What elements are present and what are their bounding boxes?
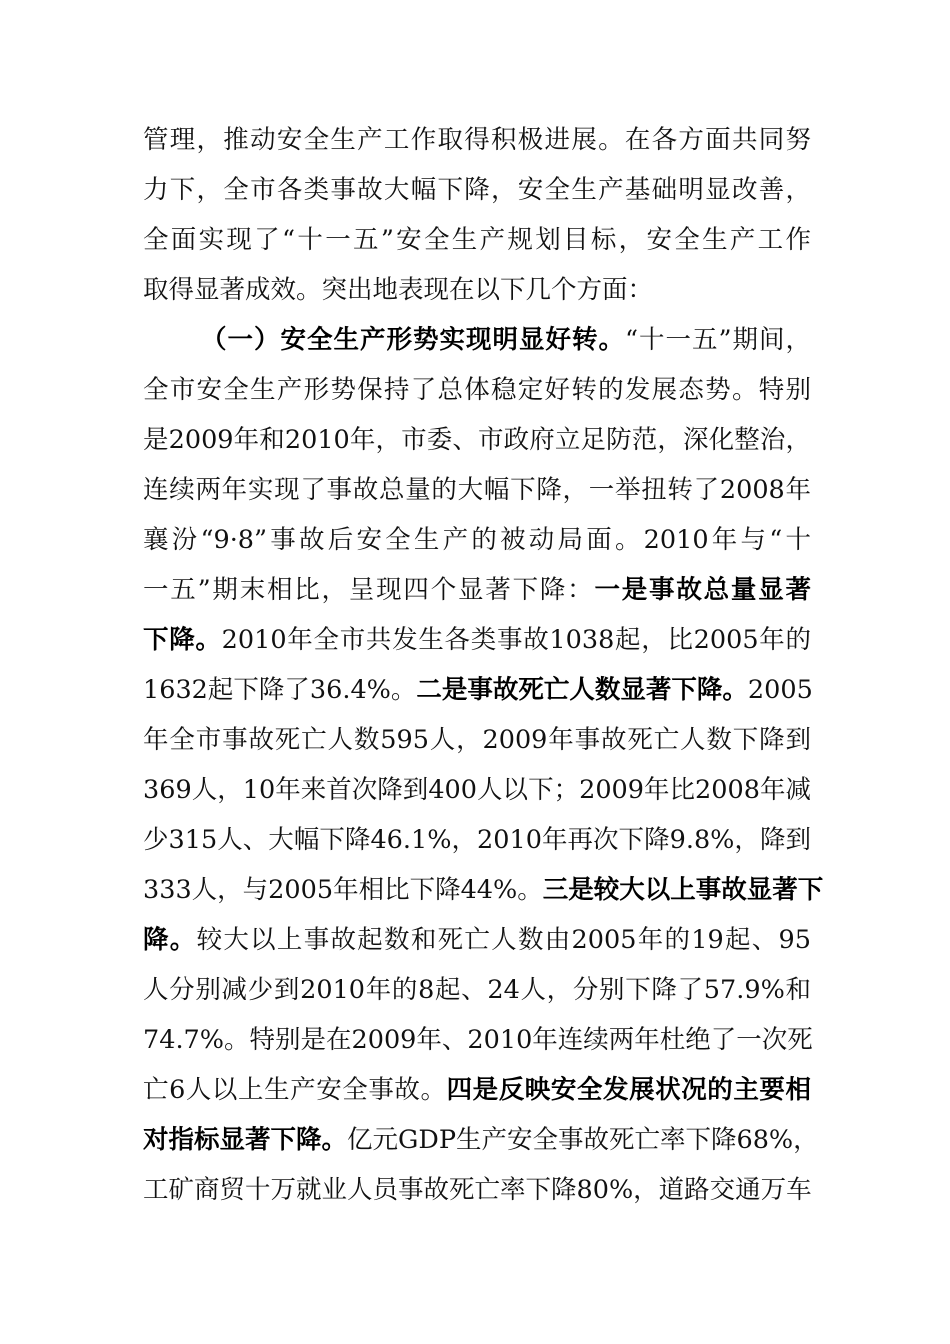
bold-phrase: 降。 bbox=[143, 925, 197, 955]
paragraph-line: 取得显著成效。突出地表现在以下几个方面： bbox=[143, 275, 654, 305]
paragraph-line bbox=[143, 570, 811, 610]
paragraph-line: 人分别减少到2010年的8起、24人，分别下降了57.9%和 bbox=[143, 975, 811, 1005]
paragraph-line: 全面实现了“十一五”安全生产规划目标，安全生产工作 bbox=[143, 225, 811, 255]
text-run: 亡6人以上生产安全事故。 bbox=[143, 1075, 447, 1105]
paragraph-line: 管理，推动安全生产工作取得积极进展。在各方面共同努 bbox=[143, 125, 811, 155]
bold-phrase: 二是事故死亡人数显著下降。 bbox=[416, 675, 748, 705]
section-heading: （一）安全生产形势实现明显好转。 bbox=[201, 325, 625, 355]
paragraph-line bbox=[143, 1070, 811, 1110]
paragraph-line: 是2009年和2010年，市委、市政府立足防范，深化整治， bbox=[143, 425, 811, 455]
text-run: 亿元GDP生产安全事故死亡率下降68%， bbox=[347, 1125, 819, 1155]
paragraph-line: 连续两年实现了事故总量的大幅下降，一举扭转了2008年 bbox=[143, 475, 811, 505]
text-run: 较大以上事故起数和死亡人数由2005年的19起、95 bbox=[196, 925, 811, 955]
paragraph-line bbox=[143, 670, 811, 710]
paragraph-line: 工矿商贸十万就业人员事故死亡率下降80%，道路交通万车 bbox=[143, 1175, 812, 1205]
text-run: 2010年全市共发生各类事故1038起，比2005年的 bbox=[221, 625, 811, 655]
bold-phrase: 对指标显著下降。 bbox=[143, 1125, 348, 1155]
paragraph-line: 襄汾“9·8”事故后安全生产的被动局面。2010年与“十 bbox=[143, 525, 811, 555]
text-run: 1632起下降了36.4%。 bbox=[143, 675, 417, 705]
text-run: 2005 bbox=[747, 675, 813, 705]
bold-phrase: 下降。 bbox=[143, 625, 222, 655]
bold-phrase: 三是较大以上事故显著下 bbox=[542, 875, 824, 905]
text-run: 333人，与2005年相比下降44%。 bbox=[143, 875, 543, 905]
paragraph-line: 年全市事故死亡人数595人，2009年事故死亡人数下降到 bbox=[143, 725, 811, 755]
paragraph-line bbox=[143, 1120, 819, 1160]
paragraph-line bbox=[143, 920, 811, 960]
text-run: “十一五”期间， bbox=[624, 325, 811, 355]
paragraph-line bbox=[143, 620, 811, 660]
paragraph-line: 74.7%。特别是在2009年、2010年连续两年杜绝了一次死 bbox=[143, 1025, 813, 1055]
paragraph-line: 少315人、大幅下降46.1%，2010年再次下降9.8%，降到 bbox=[143, 825, 811, 855]
paragraph-line: 全市安全生产形势保持了总体稳定好转的发展态势。特别 bbox=[143, 375, 811, 405]
text-run: 一五”期末相比，呈现四个显著下降： bbox=[143, 575, 595, 605]
paragraph-line: 369人，10年来首次降到400人以下；2009年比2008年减 bbox=[143, 775, 811, 805]
bold-phrase: 四是反映安全发展状况的主要相 bbox=[446, 1075, 811, 1105]
paragraph-line: 力下，全市各类事故大幅下降，安全生产基础明显改善， bbox=[143, 175, 811, 205]
paragraph-line bbox=[143, 870, 824, 910]
paragraph-line bbox=[201, 320, 811, 360]
bold-phrase: 一是事故总量显著 bbox=[594, 575, 811, 605]
